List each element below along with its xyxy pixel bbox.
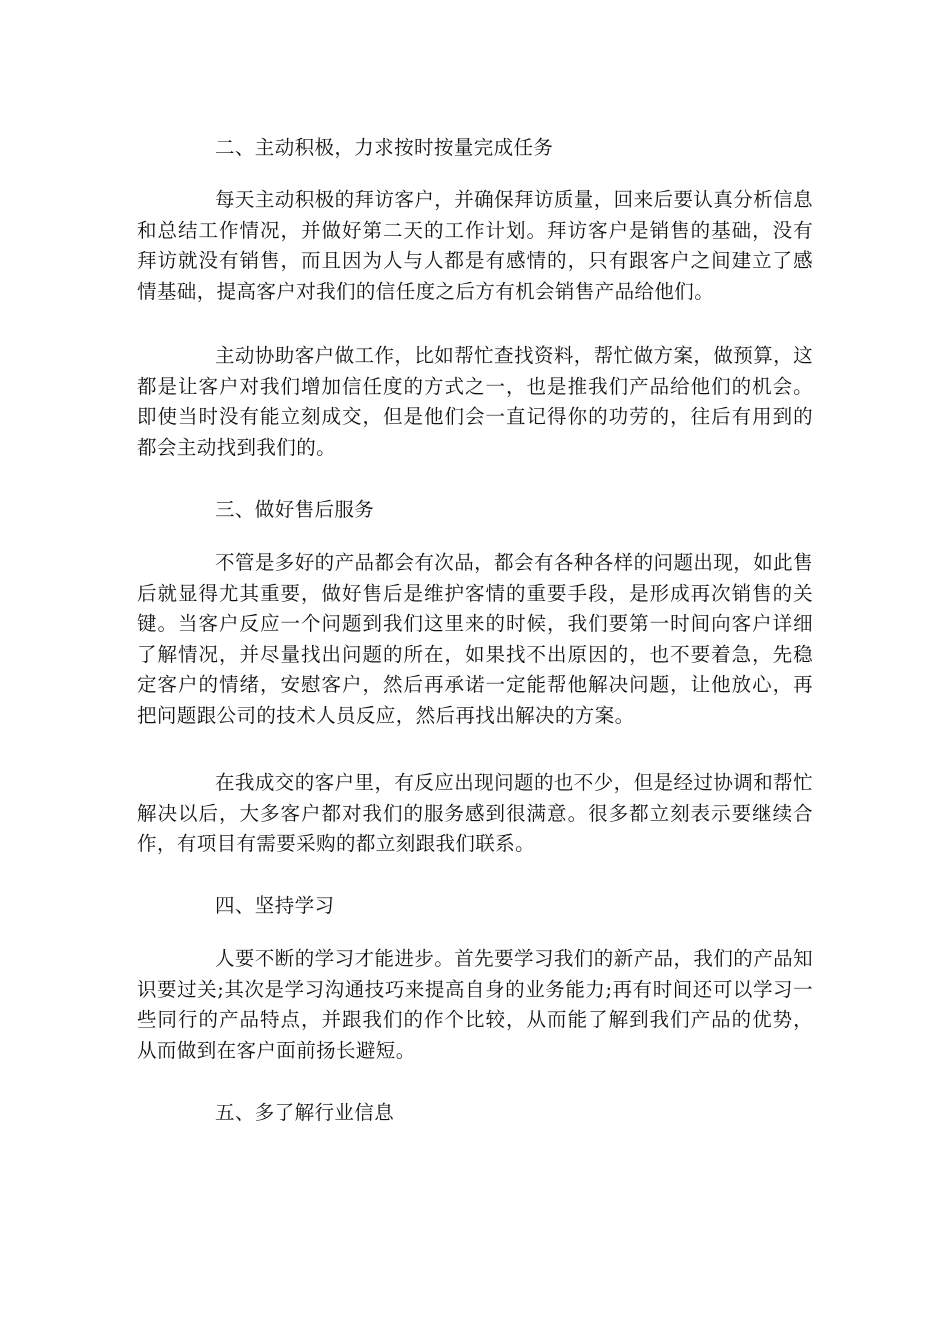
section-3-paragraph-1: 不管是多好的产品都会有次品，都会有各种各样的问题出现，如此售后就显得尤其重要，做好售后是维护客情的重要手段，是形成再次销售的关键。当客户反应一个问题到我们这里来的时候，我们要第一时间向客户详细了解情况，并尽量找出问题的所在，如果找不出原因的，也不要着急，先稳定客户的情绪，安慰客户，然后再承诺一定能帮他解决问题，让他放心，再把问题跟公司的技术人员反应，然后再找出解决的方案。 [137, 551, 813, 727]
section-2-paragraph-2: 主动协助客户做工作，比如帮忙查找资料，帮忙做方案，做预算，这都是让客户对我们增加信任度的方式之一，也是推我们产品给他们的机会。即使当时没有能立刻成交，但是他们会一直记得你的功劳的，往后有用到的都会主动找到我们的。 [137, 344, 813, 459]
section-3-heading: 三、做好售后服务 [215, 498, 375, 521]
section-2-paragraph-1: 每天主动积极的拜访客户，并确保拜访质量，回来后要认真分析信息和总结工作情况，并做好第二天的工作计划。拜访客户是销售的基础，没有拜访就没有销售，而且因为人与人都是有感情的，只有跟客户之间建立了感情基础，提高客户对我们的信任度之后方有机会销售产品给他们。 [137, 188, 813, 303]
section-4-heading: 四、坚持学习 [215, 894, 335, 917]
section-5-heading: 五、多了解行业信息 [215, 1101, 395, 1124]
section-2-heading: 二、主动积极，力求按时按量完成任务 [215, 136, 554, 159]
section-3-paragraph-2: 在我成交的客户里，有反应出现问题的也不少，但是经过协调和帮忙解决以后，大多客户都对我们的服务感到很满意。很多都立刻表示要继续合作，有项目有需要采购的都立刻跟我们联系。 [137, 771, 813, 856]
section-4-paragraph-1: 人要不断的学习才能进步。首先要学习我们的新产品，我们的产品知识要过关;其次是学习沟通技巧来提高自身的业务能力;再有时间还可以学习一些同行的产品特点，并跟我们的作个比较，从而能了解到我们产品的优势，从而做到在客户面前扬长避短。 [137, 947, 813, 1062]
